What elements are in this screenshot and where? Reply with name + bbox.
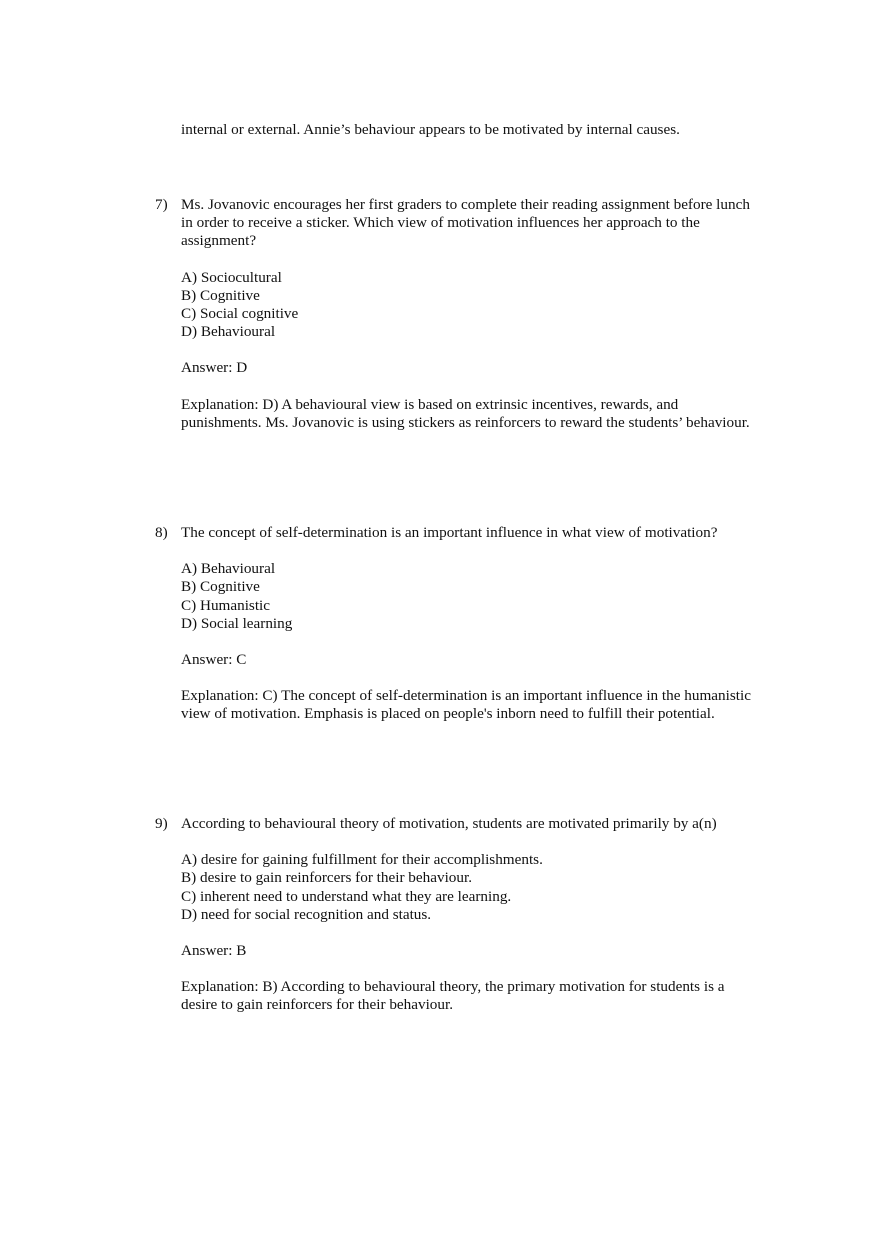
explanation: Explanation: D) A behavioural view is based on extrinsic incentives, rewards, and punishments. Ms. Jovanovic is using stickers as reinforcers to reward the students’ behaviour. xyxy=(181,395,750,431)
option-d: D) Social learning xyxy=(181,614,293,632)
option-c: C) Humanistic xyxy=(181,596,271,614)
option-c: C) Social cognitive xyxy=(181,305,299,323)
option-b: B) Cognitive xyxy=(181,578,260,596)
question-body xyxy=(181,196,755,432)
option-a: A) desire for gaining fulfillment for their accomplishments. xyxy=(181,851,543,869)
question-7 xyxy=(155,196,755,432)
question-stem: Ms. Jovanovic encourages her first graders to complete their reading assignment before lunch in order to receive a sticker. Which view of motivation influences her approach to the assignment? xyxy=(181,196,750,250)
question-body xyxy=(181,524,755,724)
question-8 xyxy=(155,524,755,724)
question-stem: The concept of self-determination is an important influence in what view of motivation? xyxy=(181,524,718,541)
answer-line: Answer: C xyxy=(181,651,247,669)
question-body xyxy=(181,815,755,1015)
question-9 xyxy=(155,815,755,1015)
explanation: Explanation: C) The concept of self-determination is an important influence in the humanistic view of motivation. Emphasis is placed on people's inborn need to fulfill their potential. xyxy=(181,687,751,723)
explanation: Explanation: B) According to behavioural theory, the primary motivation for students is a desire to gain reinforcers for their behaviour. xyxy=(181,978,725,1014)
option-a: A) Sociocultural xyxy=(181,268,282,286)
answer-options xyxy=(181,269,755,342)
answer-options xyxy=(181,560,755,633)
option-d: D) Behavioural xyxy=(181,323,276,341)
question-stem: According to behavioural theory of motivation, students are motivated primarily by a(n) xyxy=(181,815,717,832)
answer-options xyxy=(181,851,755,924)
option-b: B) desire to gain reinforcers for their behaviour. xyxy=(181,869,472,887)
option-c: C) inherent need to understand what they are learning. xyxy=(181,887,512,905)
continuation-paragraph: internal or external. Annie’s behaviour appears to be motivated by internal causes. xyxy=(181,121,680,139)
answer-line: Answer: B xyxy=(181,942,247,960)
option-d: D) need for social recognition and status. xyxy=(181,905,432,923)
question-number: 8) xyxy=(155,524,168,541)
answer-line: Answer: D xyxy=(181,359,248,377)
option-b: B) Cognitive xyxy=(181,286,260,304)
question-number: 7) xyxy=(155,196,168,213)
option-a: A) Behavioural xyxy=(181,560,276,578)
question-number: 9) xyxy=(155,815,168,832)
